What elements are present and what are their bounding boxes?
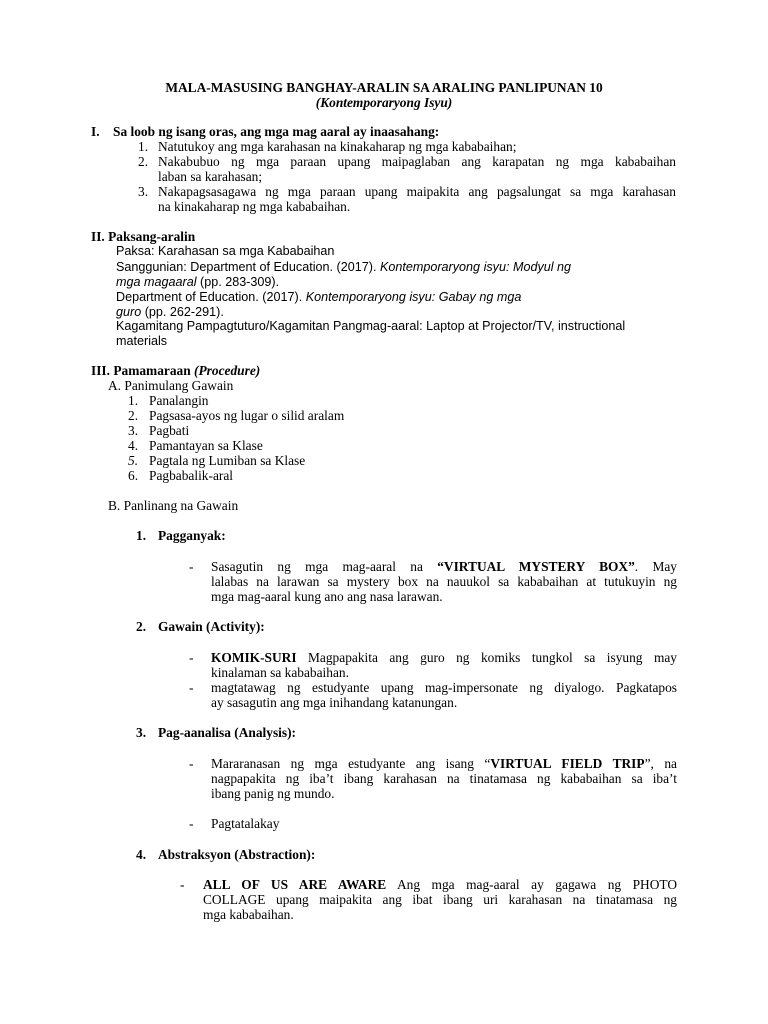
komik-suri: KOMIK-SURI — [211, 650, 297, 665]
activity-number: 3. — [128, 423, 139, 438]
step-number: 2. — [136, 619, 147, 634]
abstraksyon-text-cont: COLLAGE upang maipakita ang ibat ibang uri karahasan na tinatamasa ng — [203, 892, 677, 907]
gawain-text-cont: ay sasagutin ang mga inihandang katanungan. — [211, 695, 458, 710]
text-run: ”, na — [644, 756, 678, 771]
text-run: Sasagutin ng mga mag-aaral na — [211, 559, 438, 574]
sanggunian-title: Kontemporaryong isyu: Modyul ng — [379, 260, 572, 274]
activity-item: Pagtala ng Lumiban sa Klase — [149, 453, 306, 468]
sanggunian-line-cont — [116, 275, 279, 290]
text-run: . May — [634, 559, 677, 574]
page-subtitle: (Kontemporaryong Isyu) — [315, 95, 453, 110]
paksa-line: Paksa: Karahasan sa mga Kababaihan — [116, 244, 335, 258]
gawain-text: magtatawag ng estudyante upang mag-impersonate ng diyalogo. Pagkatapos — [211, 680, 677, 695]
deped-line — [116, 290, 521, 305]
objective-text: Nakabubuo ng mga paraan upang maipaglaban ang karapatan ng mga kababaihan — [158, 154, 676, 169]
activity-item: Panalangin — [149, 393, 209, 408]
section-3-heading — [91, 363, 260, 378]
kagamitan-line: Kagamitang Pampagtuturo/Kagamitan Pangmag-aaral: Laptop at Projector/TV, instructional — [116, 319, 626, 333]
section-3-heading-text: III. Pamamaraan — [91, 363, 195, 378]
pagganyak-text-cont: lalabas na larawan sa mystery box na nauukol sa kababaihan at tutukuyin ng — [211, 574, 677, 589]
bullet-dash: - — [189, 680, 194, 695]
activity-number: 6. — [128, 468, 139, 483]
all-of-us-are-aware: ALL OF US ARE AWARE — [203, 877, 387, 892]
bullet-dash: - — [189, 650, 194, 665]
activity-number: 4. — [128, 438, 139, 453]
sanggunian-pages: (pp. 283-309). — [196, 275, 280, 289]
bullet-dash: - — [189, 559, 194, 574]
komik-suri-text — [211, 650, 677, 665]
objective-text-cont: laban sa karahasan; — [158, 169, 263, 184]
pagtatalakay: Pagtatalakay — [211, 816, 280, 831]
activity-item: Pagsasa-ayos ng lugar o silid aralam — [149, 408, 345, 423]
text-run: Magpapakita ang guro ng komiks tungkol sa isyung may — [296, 650, 677, 665]
step-title: Abstraksyon (Abstraction): — [158, 847, 316, 862]
section-2-heading: II. Paksang-aralin — [91, 229, 196, 244]
step-number: 3. — [136, 725, 147, 740]
activity-item: Pagbati — [149, 423, 190, 438]
sanggunian-line — [116, 260, 571, 275]
field-trip-text-end: ibang panig ng mundo. — [211, 786, 335, 801]
abstraksyon-text-end: mga kababaihan. — [203, 907, 294, 922]
field-trip-text-cont: nagpapakita ng iba’t ibang karahasan na tinatamasa ng kababaihan sa iba’t — [211, 771, 677, 786]
step-number: 4. — [136, 847, 147, 862]
objective-text-cont: na kinakaharap ng mga kababaihan. — [158, 199, 351, 214]
page-title: MALA-MASUSING BANGHAY-ARALIN SA ARALING PANLIPUNAN 10 — [165, 80, 603, 95]
subsection-b-heading: B. Panlinang na Gawain — [108, 498, 239, 513]
deped-line-cont — [116, 305, 224, 320]
deped-title: Kontemporaryong isyu: Gabay ng mga — [305, 290, 522, 304]
objective-text: Natutukoy ang mga karahasan na kinakaharap ng mga kababaihan; — [158, 139, 517, 154]
deped-label: Department of Education. (2017). — [116, 290, 306, 304]
bullet-dash: - — [180, 877, 185, 892]
pagganyak-text-end: mga mag-aaral kung ano ang nasa larawan. — [211, 589, 443, 604]
komik-suri-text-cont: kinalaman sa kababaihan. — [211, 665, 349, 680]
text-run: Ang mga mag-aaral ay gagawa ng PHOTO — [386, 877, 678, 892]
step-number: 1. — [136, 528, 147, 543]
sanggunian-label: Sanggunian: Department of Education. (2017). — [116, 260, 380, 274]
activity-item: Pamantayan sa Klase — [149, 438, 263, 453]
deped-pages: (pp. 262-291). — [141, 305, 224, 319]
activity-number: 5. — [128, 453, 139, 468]
section-1-heading: Sa loob ng isang oras, ang mga mag aaral ay inaasahang: — [113, 124, 440, 139]
bullet-dash: - — [189, 756, 194, 771]
subsection-a-heading: A. Panimulang Gawain — [108, 378, 234, 393]
step-title: Pagganyak: — [158, 528, 226, 543]
step-title: Pag-aanalisa (Analysis): — [158, 725, 297, 740]
sanggunian-title-cont: mga magaaral — [116, 275, 197, 289]
abstraksyon-text — [203, 877, 677, 892]
objective-number: 2. — [138, 154, 149, 169]
objective-number: 1. — [138, 139, 149, 154]
objective-text: Nakapagsasagawa ng mga paraan upang maipakita ang pagsalungat sa mga karahasan — [158, 184, 676, 199]
section-3-heading-italic: (Procedure) — [194, 363, 261, 378]
virtual-field-trip: VIRTUAL FIELD TRIP — [490, 756, 645, 771]
deped-title-cont: guro — [116, 305, 142, 319]
activity-number: 2. — [128, 408, 139, 423]
objective-number: 3. — [138, 184, 149, 199]
activity-number: 1. — [128, 393, 139, 408]
kagamitan-line-cont: materials — [116, 334, 168, 348]
field-trip-text — [211, 756, 677, 771]
text-run: Mararanasan ng mga estudyante ang isang “ — [211, 756, 491, 771]
activity-item: Pagbabalik-aral — [149, 468, 234, 483]
section-1-number: I. — [91, 124, 100, 139]
pagganyak-text — [211, 559, 677, 574]
virtual-mystery-box: “VIRTUAL MYSTERY BOX” — [437, 559, 635, 574]
bullet-dash: - — [189, 816, 194, 831]
step-title: Gawain (Activity): — [158, 619, 265, 634]
